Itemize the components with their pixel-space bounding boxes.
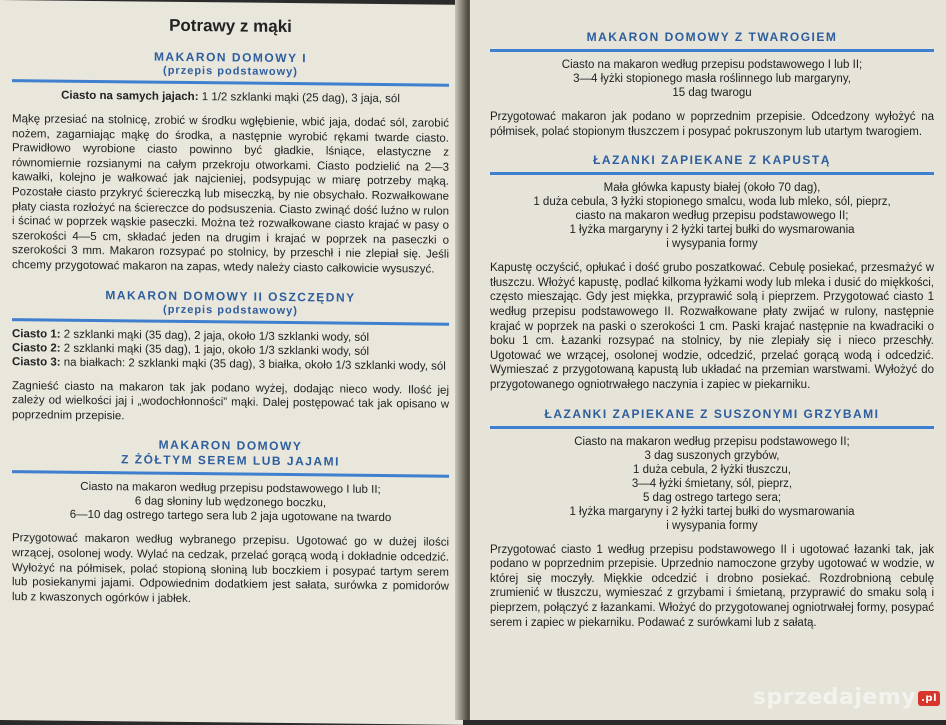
ingredient-label: Ciasto 1: [12, 327, 61, 341]
ingredient-line: Ciasto na makaron według przepisu podstawowego I lub II; [561, 59, 863, 71]
recipe-subtitle: (przepis podstawowy) [163, 64, 298, 79]
ingredient-line: 1 łyżka margaryny i 2 łyżki tartej bułki do wysmarowania [569, 224, 855, 237]
ingredient-line: 3 dag suszonych grzybów, [644, 449, 780, 462]
recipe-lazanki-z-grzybami [490, 407, 934, 631]
section-divider [12, 79, 449, 87]
ingredient-label: Ciasto 3: [12, 355, 61, 369]
ingredients [490, 435, 934, 533]
ingredient-label: Ciasto na samych jajach: [61, 89, 199, 104]
section-divider [490, 426, 934, 429]
recipe-instructions: Przygotować makaron według wybranego przepisu. Ugotować go w dużej ilości wrzącej, osolonej wody. Wylać na cedzak, przelać gorącą wodą i dokładnie odcedzić. Wyłożyć na półmisek, polać stopioną słoniną lub boczkiem i posypać tartym serem lub posiekanymi jajami. Odpowiednim dodatkiem jest sałata, surówka z pomidorów lub z kwaszonych ogórków i jabłek. [12, 532, 449, 605]
ingredients [490, 58, 934, 100]
ingredient-line: 3—4 łyżki stopionego masła roślinnego lub margaryny, [573, 73, 851, 85]
recipe-instructions: Przygotować ciasto 1 według przepisu podstawowego II i ugotować łazanki tak, jak podano w poprzednim przepisie. Uprzednio namoczone grzyby ugotować w wodzie, w której się moczyły. Miękkie odcedzić i drobno posiekać. Rozdrobnioną cebulę zrumienić w tłuszczu, wymieszać z grzybami i śmietaną, przyprawić do smaku solą i pieprzem, połączyć z łazankami. Włożyć do przygotowanej ogniotrwałej formy, posypać serem i zapiec w piekarniku. Podawać z surówkami lub z sałatą. [490, 543, 935, 629]
ingredient-line: 3—4 łyżki śmietany, sól, pieprz, [631, 477, 793, 490]
left-page [0, 0, 463, 725]
recipe-title: MAKARON DOMOWY I [153, 49, 308, 66]
recipe-subtitle: (przepis podstawowy) [163, 303, 298, 317]
section-divider [490, 172, 934, 175]
recipe-title: MAKARON DOMOWY Z TWAROGIEM [586, 30, 838, 44]
ingredient-text: 1 1/2 szklanki mąki (25 dag), 3 jaja, sól [201, 91, 400, 106]
recipe-makaron-z-twarogiem [490, 30, 934, 139]
ingredient-line: Ciasto na makaron według przepisu podstawowego II; [574, 435, 850, 448]
ingredient-line: 5 dag ostrego tartego sera; [642, 491, 782, 504]
recipe-instructions: Zagnieść ciasto na makaron tak jak podano wyżej, dodając nieco wody. Ilość jej zależy od wielkości jaj i „wodochłonności” mąki. Dalej postępować tak jak opisano w poprzednim przepisie. [12, 379, 449, 423]
ingredient-line: Mała główka kapusty białej (około 70 dag), [603, 182, 821, 195]
ingredient-text: 2 szklanki mąki (35 dag), 2 jaja, około 1/3 szklanki wody, sól [63, 328, 370, 344]
recipe-title: MAKARON DOMOWY II OSZCZĘDNY [105, 287, 356, 305]
recipe-instructions: Mąkę przesiać na stolnicę, zrobić w środku wgłębienie, wbić jaja, dodać sól, zarobić nożem, zagarniając mąkę do środka, a następnie wyrobić rękami twarde ciasto. Prawidłowo wyrobione ciasto powinno być gładkie, lśniące, elastyczne z równomiernie rozsianymi na całym przekroju otworkami. Ciasto podzielić na 2—3 kawałki, kolejno je wałkować jak najcieniej, podsypując w miarę potrzeby mąką. Pozostałe ciasto przykryć ściereczką lub miseczką, by nie obsychało. Rozwałkowane płaty ciasta rozłożyć na ściereczce do podsuszenia. Ciasto zwinąć dość luźno w rulon i ścinać w poprzek wąskie paseczki. Można też rozwałkowane ciasto krajać w pasy o szerokości 4—5 cm, składać jeden na drugim i krajać w poprzek na paseczki o szerokości 3 mm. Makaron rozsypać po stolnicy, by przeschł i nie zlepiał się. Jeśli chcemy przygotować makaron na zapas, wtedy należy ciasto całkowicie wysuszyć. [12, 113, 449, 276]
ingredient-line: i wysypania formy [666, 238, 758, 251]
recipe-makaron-domowy-2 [12, 287, 449, 427]
recipe-title: MAKARON DOMOWY [158, 437, 303, 454]
page-title: Potrawy z mąki [169, 15, 292, 37]
ingredients [490, 181, 934, 251]
ingredient-text: 2 szklanki mąki (35 dag), 1 jajo, około 1/3 szklanki wody, sól [63, 342, 370, 358]
watermark [753, 685, 940, 710]
recipe-makaron-z-serem [12, 436, 449, 609]
recipe-title: ŁAZANKI ZAPIEKANE Z KAPUSTĄ [593, 153, 831, 168]
recipe-title-line2: Z ŻÓŁTYM SEREM LUB JAJAMI [121, 452, 340, 469]
ingredient-label: Ciasto 2: [12, 341, 61, 355]
ingredient-line: ciasto na makaron według przepisu podstawowego II; [575, 210, 849, 223]
section-divider [490, 49, 934, 52]
ingredient-line: Ciasto na makaron według przepisu podstawowego I lub II; [80, 481, 381, 497]
ingredient-line: i wysypania formy [666, 519, 758, 532]
ingredients [12, 88, 449, 107]
ingredient-line: 1 łyżka margaryny i 2 łyżki tartej bułki do wysmarowania [569, 505, 855, 518]
section-divider [12, 318, 449, 326]
recipe-instructions: Kapustę oczyścić, opłukać i dość grubo poszatkować. Cebulę posiekać, przesmażyć w tłuszczu. Włożyć kapustę, podlać kilkoma łyżkami wody lub mleka i dusić do miękkości, często mieszając. Gdy jest miękka, przyprawić solą i pieprzem. Przygotować ciasto 1 według przepisu podstawowego II. Rozwałkowane płaty zwijać w rulony, następnie krajać w poprzek na paski o szerokości 1 cm. Paski krajać następnie na kwadraciki o boku 1 cm. Łazanki rozsypać na stolnicy, by nie zlepiały się i nieco przeschły. Ugotować we wrzącej, osolonej wodzie, odcedzić, przelać gorącą wodą i odcedzić. Wymieszać z przygotowaną kapustą lub układać na przemian warstwami. Wyłożyć do przygotowanego ogniotrwałego naczynia i zapiec w piekarniku. [490, 262, 934, 391]
ingredient-line: 1 duża cebula, 3 łyżki stopionego smalcu, woda lub mleko, sól, pieprz, [533, 196, 891, 209]
recipe-title: ŁAZANKI ZAPIEKANE Z SUSZONYMI GRZYBAMI [544, 406, 880, 421]
ingredient-text: na białkach: 2 szklanki mąki (35 dag), 3 białka, około 1/3 szklanki wody, sól [63, 356, 446, 373]
ingredient-line: 1 duża cebula, 2 łyżki tłuszczu, [633, 463, 791, 476]
ingredients [12, 479, 449, 526]
recipe-makaron-domowy-1 [12, 48, 449, 277]
ingredients [12, 327, 449, 374]
right-page [470, 0, 946, 720]
ingredient-line: 6 dag słoniny lub wędzonego boczku, [134, 495, 327, 510]
watermark-badge: .pl [918, 691, 940, 706]
section-divider [12, 470, 449, 478]
recipe-lazanki-z-kapusta [490, 153, 934, 392]
watermark-text: sprzedajemy [752, 685, 917, 710]
recipe-instructions: Przygotować makaron jak podano w poprzednim przepisie. Odcedzony wyłożyć na półmisek, polać stopionym tłuszczem i posypać pokruszonym lub utartym twarogiem. [490, 111, 934, 138]
ingredient-line: 6—10 dag ostrego tartego sera lub 2 jaja ugotowane na twardo [69, 509, 392, 525]
ingredient-line: 15 dag twarogu [672, 87, 752, 99]
